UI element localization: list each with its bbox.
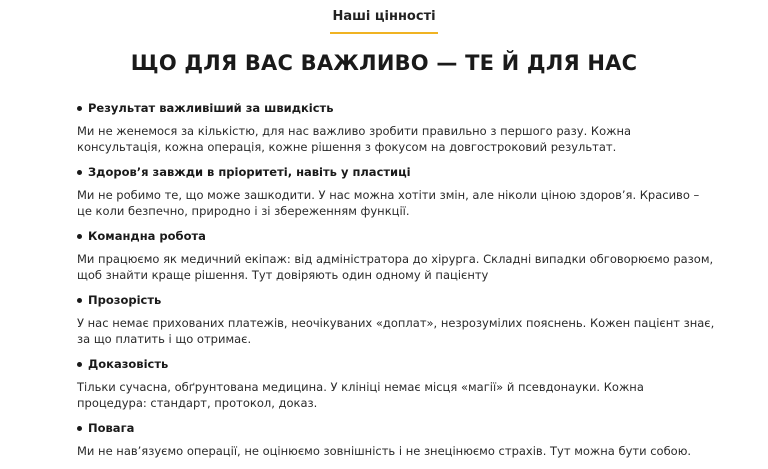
value-heading: Результат важливіший за швидкість: [88, 101, 334, 115]
value-heading: Доказовість: [88, 357, 169, 371]
value-heading: Повага: [88, 421, 135, 435]
bullet-icon: [77, 362, 82, 367]
value-description: Ми працюємо як медичний екіпаж: від адміністратора до хірурга. Складні випадки обговорюємо разом, щоб знайти краще рішення. Тут довіряють один одному й пацієнту: [77, 252, 714, 282]
value-description: Тільки сучасна, обґрунтована медицина. У клініці немає місця «магії» й псевдонауки. Кожна процедура: стандарт, протокол, доказ.: [77, 380, 644, 410]
value-heading: Здоров’я завжди в пріоритеті, навіть у пластиці: [88, 165, 411, 179]
bullet-icon: [77, 106, 82, 111]
value-item: [77, 419, 717, 459]
section-title: ЩО ДЛЯ ВАС ВАЖЛИВО — ТЕ Й ДЛЯ НАС: [130, 51, 638, 75]
bullet-icon: [77, 426, 82, 431]
value-heading: Командна робота: [88, 229, 206, 243]
value-description: Ми не нав’язуємо операції, не оцінюємо зовнішність і не знецінюємо страхів. Тут можна бути собою.: [77, 444, 692, 458]
values-list: [77, 99, 717, 467]
eyebrow-wrap: [0, 5, 768, 34]
value-item: [77, 227, 717, 283]
value-item: [77, 291, 717, 347]
value-description: У нас немає прихованих платежів, неочікуваних «доплат», незрозумілих пояснень. Кожен пацієнт знає, за що платить і що отримає.: [77, 316, 715, 346]
bullet-icon: [77, 170, 82, 175]
value-item: [77, 163, 717, 219]
bullet-icon: [77, 234, 82, 239]
bullet-icon: [77, 298, 82, 303]
value-item: [77, 99, 717, 155]
value-item: [77, 355, 717, 411]
value-description: Ми не женемося за кількістю, для нас важливо зробити правильно з першого разу. Кожна консультація, кожна операція, кожне рішення з фокусом на довгостроковий результат.: [77, 124, 632, 154]
value-heading: Прозорість: [88, 293, 162, 307]
section-eyebrow: Наші цінності: [330, 8, 437, 34]
value-description: Ми не робимо те, що може зашкодити. У нас можна хотіти змін, але ніколи ціною здоров’я. Красиво – це коли безпечно, природно і зі збереженням функції.: [77, 188, 700, 218]
